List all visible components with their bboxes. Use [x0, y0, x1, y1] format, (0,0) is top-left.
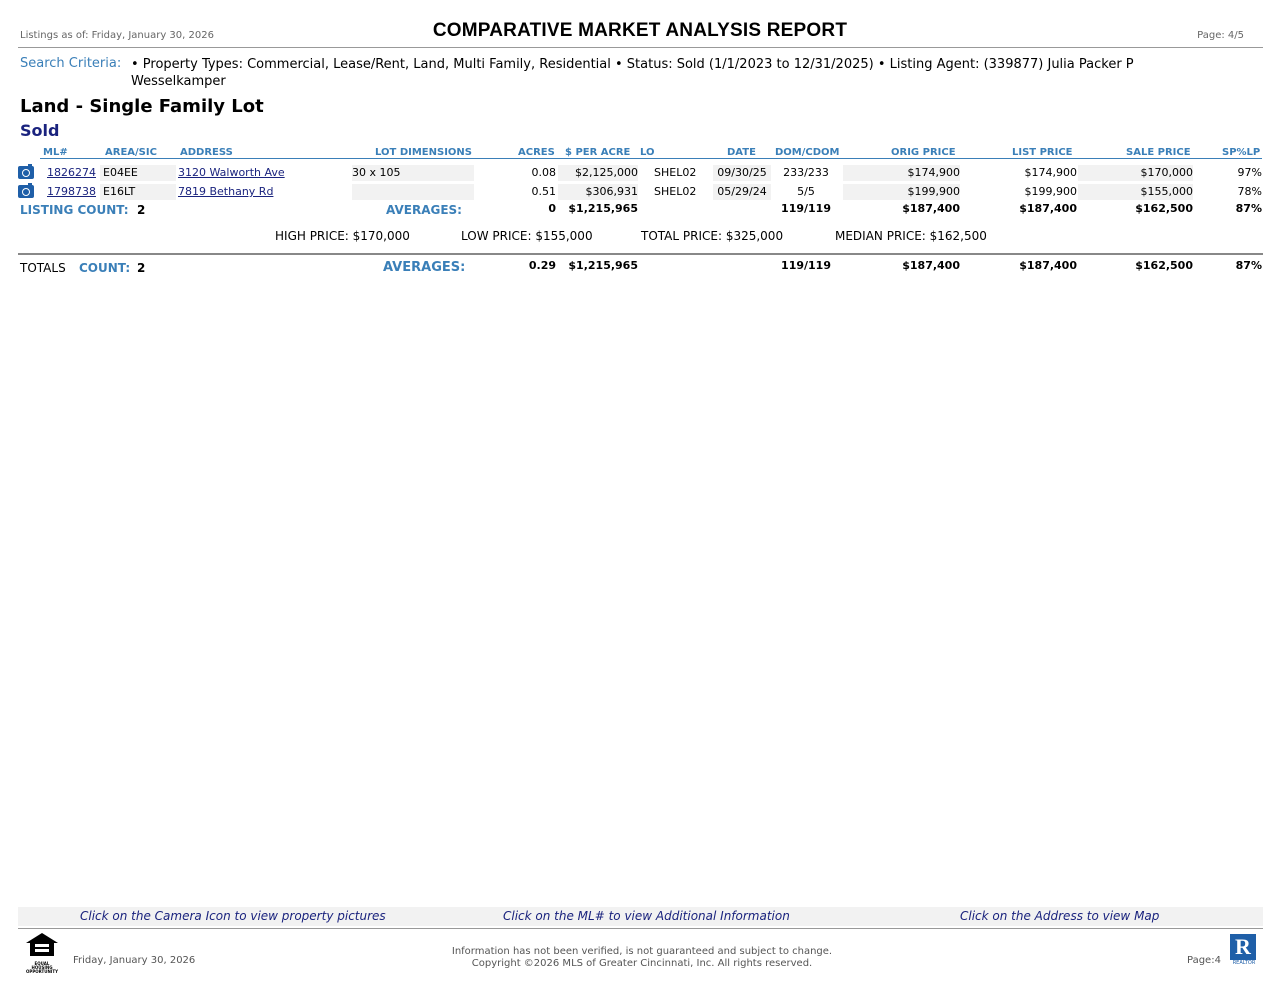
lot-dimensions-cell	[352, 184, 474, 200]
page-indicator: Page: 4/5	[1197, 30, 1244, 41]
footer-disclaimer	[0, 946, 1280, 970]
hint-ml-number: Click on the ML# to view Additional Information	[503, 909, 790, 923]
totals-count-label: COUNT:	[79, 261, 131, 275]
section-status: Sold	[20, 121, 60, 140]
col-ml: ML#	[43, 147, 68, 158]
totals-divider	[18, 253, 1263, 255]
averages-label: AVERAGES:	[386, 203, 462, 217]
col-address: ADDRESS	[180, 147, 233, 158]
ml-number-link[interactable]: 1798738	[47, 185, 96, 198]
header-divider	[18, 47, 1263, 48]
camera-icon[interactable]	[18, 166, 34, 179]
totals-orig-price: $187,400	[902, 259, 960, 272]
sale-price-cell: $155,000	[1078, 184, 1193, 200]
totals-dom: 119/119	[781, 259, 831, 272]
dom-cell: 233/233	[783, 166, 829, 179]
totals-label: TOTALS	[20, 261, 66, 275]
col-date: DATE	[727, 147, 756, 158]
realtor-logo	[1230, 934, 1258, 968]
totals-per-acre: $1,215,965	[568, 259, 638, 272]
col-per-acre: $ PER ACRE	[565, 147, 631, 158]
orig-price-cell: $199,900	[843, 184, 960, 200]
area-cell: E04EE	[100, 165, 176, 181]
address-link[interactable]: 3120 Walworth Ave	[178, 166, 285, 179]
low-price: LOW PRICE: $155,000	[461, 229, 593, 243]
lo-cell: SHEL02	[654, 185, 697, 198]
header-underline	[40, 158, 1262, 159]
list-price-cell: $174,900	[1024, 166, 1077, 179]
col-acres: ACRES	[518, 147, 555, 158]
address-link[interactable]: 7819 Bethany Rd	[178, 185, 274, 198]
avg-dom: 119/119	[781, 202, 831, 215]
sale-price-cell: $170,000	[1078, 165, 1193, 181]
footer-divider	[18, 928, 1263, 929]
avg-list-price: $187,400	[1019, 202, 1077, 215]
col-area: AREA/SIC	[105, 147, 157, 158]
search-criteria-text: • Property Types: Commercial, Lease/Rent, Land, Multi Family, Residential • Status: Sold (1/1/2023 to 12/31/2025) • Listing Agent: (339877) Julia Packer P Wesselkamper	[131, 57, 1134, 89]
ml-number-link[interactable]: 1826274	[47, 166, 96, 179]
realtor-icon: R	[1230, 934, 1256, 960]
orig-price-cell: $174,900	[843, 165, 960, 181]
avg-acres: 0	[548, 202, 556, 215]
totals-list-price: $187,400	[1019, 259, 1077, 272]
eho-label-1: EQUAL HOUSING	[31, 961, 53, 970]
search-criteria-label: Search Criteria:	[20, 56, 122, 71]
avg-orig-price: $187,400	[902, 202, 960, 215]
totals-count-value: 2	[137, 261, 146, 275]
realtor-label: REALTOR	[1232, 960, 1256, 966]
col-sp-lp: SP%LP	[1222, 147, 1261, 158]
camera-icon[interactable]	[18, 185, 34, 198]
high-price: HIGH PRICE: $170,000	[275, 229, 410, 243]
listing-count-value: 2	[137, 203, 146, 217]
col-lo: LO	[640, 147, 655, 158]
median-price: MEDIAN PRICE: $162,500	[835, 229, 987, 243]
footer-date: Friday, January 30, 2026	[73, 955, 196, 966]
date-cell: 09/30/25	[713, 165, 771, 181]
footer-page: Page:4	[1187, 955, 1221, 966]
acres-cell: 0.08	[531, 166, 556, 179]
area-cell: E16LT	[100, 184, 176, 200]
totals-sale-price: $162,500	[1135, 259, 1193, 272]
sp-lp-cell: 78%	[1237, 185, 1262, 198]
total-price: TOTAL PRICE: $325,000	[641, 229, 784, 243]
listing-count-label: LISTING COUNT:	[20, 203, 129, 217]
totals-sp-lp: 87%	[1235, 259, 1262, 272]
dom-cell: 5/5	[797, 185, 815, 198]
col-orig-price: ORIG PRICE	[891, 147, 956, 158]
hint-address: Click on the Address to view Map	[960, 909, 1160, 923]
avg-per-acre: $1,215,965	[568, 202, 638, 215]
avg-sale-price: $162,500	[1135, 202, 1193, 215]
col-list-price: LIST PRICE	[1012, 147, 1073, 158]
totals-acres: 0.29	[528, 259, 556, 272]
disclaimer-line-2: Copyright ©2026 MLS of Greater Cincinnati, Inc. All rights reserved.	[471, 958, 813, 969]
listings-as-of: Listings as of: Friday, January 30, 2026	[20, 30, 214, 41]
report-title: COMPARATIVE MARKET ANALYSIS REPORT	[432, 20, 848, 41]
section-title: Land - Single Family Lot	[20, 96, 264, 117]
col-lot-dimensions: LOT DIMENSIONS	[375, 147, 472, 158]
avg-sp-lp: 87%	[1235, 202, 1262, 215]
per-acre-cell: $2,125,000	[558, 165, 638, 181]
list-price-cell: $199,900	[1024, 185, 1077, 198]
acres-cell: 0.51	[531, 185, 556, 198]
totals-averages-label: AVERAGES:	[383, 260, 466, 275]
lo-cell: SHEL02	[654, 166, 697, 179]
date-cell: 05/29/24	[713, 184, 771, 200]
col-sale-price: SALE PRICE	[1126, 147, 1191, 158]
hint-camera: Click on the Camera Icon to view property pictures	[80, 909, 386, 923]
eho-label-2: OPPORTUNITY	[25, 969, 58, 974]
disclaimer-line-1: Information has not been verified, is not guaranteed and subject to change.	[451, 946, 833, 957]
col-dom: DOM/CDOM	[775, 147, 840, 158]
lot-dimensions-cell: 30 x 105	[352, 165, 474, 181]
per-acre-cell: $306,931	[558, 184, 638, 200]
sp-lp-cell: 97%	[1237, 166, 1262, 179]
